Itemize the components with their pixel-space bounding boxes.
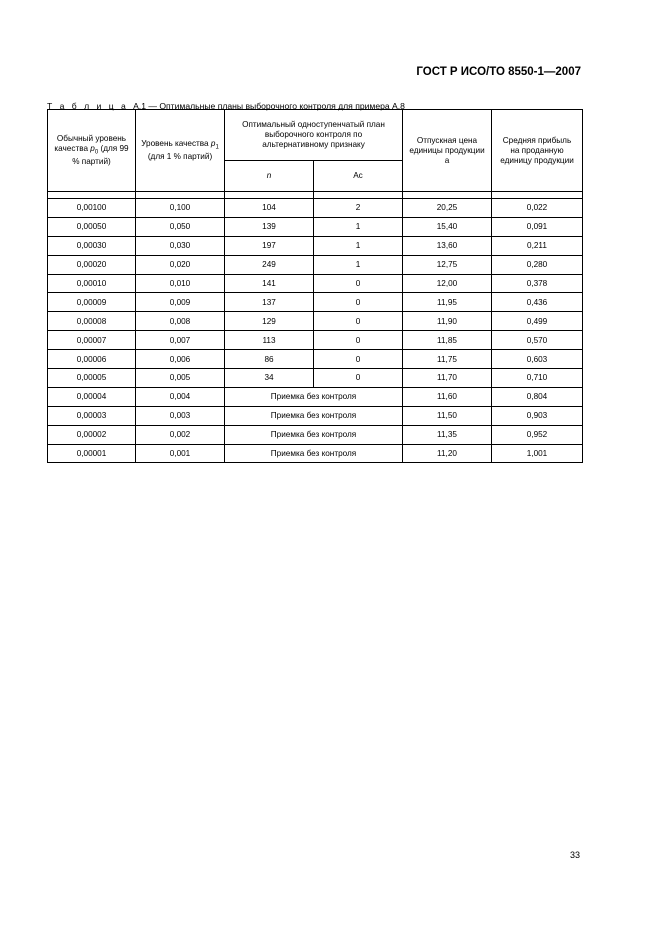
table-cell: 0,050: [136, 217, 225, 236]
table-row: [48, 255, 583, 274]
table-cell: 12,75: [403, 255, 492, 274]
page-number: 33: [570, 850, 581, 860]
table-cell: 20,25: [403, 199, 492, 218]
table-cell: 0,030: [136, 236, 225, 255]
table-cell: 0,00010: [48, 274, 136, 293]
table-cell: 2: [314, 199, 403, 218]
table-cell: 129: [225, 312, 314, 331]
table-row: [48, 312, 583, 331]
table-cell: 141: [225, 274, 314, 293]
table-cell: 0,280: [492, 255, 583, 274]
caption-text: А.1 — Оптимальные планы выборочного контроля для примера А.8: [133, 101, 405, 111]
table-cell: 137: [225, 293, 314, 312]
table-cell: 0,570: [492, 331, 583, 350]
quality-plans-table: [47, 109, 583, 463]
header-quality-level: Уровень качества $p_1$ (для 1 % партий): [136, 110, 225, 192]
table-cell: 0,008: [136, 312, 225, 331]
table-cell: 11,85: [403, 331, 492, 350]
table-cell: 0,00007: [48, 331, 136, 350]
table-cell: 0,00004: [48, 387, 136, 406]
table-cell: 0,100: [136, 199, 225, 218]
table-row-no-control: [48, 425, 583, 444]
table-cell: 11,50: [403, 406, 492, 425]
table-cell: 11,90: [403, 312, 492, 331]
table-row: [48, 236, 583, 255]
table-cell: 104: [225, 199, 314, 218]
table-cell: 0: [314, 312, 403, 331]
table-cell: 0,004: [136, 387, 225, 406]
table-cell: 0,007: [136, 331, 225, 350]
table-cell: 197: [225, 236, 314, 255]
table-cell: 0,00050: [48, 217, 136, 236]
table-cell: 113: [225, 331, 314, 350]
acceptance-without-control-cell: Приемка без контроля: [225, 406, 403, 425]
table-cell: 0,00002: [48, 425, 136, 444]
table-cell: 0,00009: [48, 293, 136, 312]
document-code: ГОСТ Р ИСО/ТО 8550-1—2007: [416, 66, 581, 78]
caption-prefix: Т а б л и ц а: [47, 101, 129, 111]
table-cell: 12,00: [403, 274, 492, 293]
table-cell: 0,003: [136, 406, 225, 425]
table-cell: 0,002: [136, 425, 225, 444]
table-cell: 0,436: [492, 293, 583, 312]
table-cell: 0: [314, 350, 403, 369]
table-cell: 0,378: [492, 274, 583, 293]
table-cell: 15,40: [403, 217, 492, 236]
table-cell: 0,00030: [48, 236, 136, 255]
table-row: [48, 274, 583, 293]
table-cell: 0,499: [492, 312, 583, 331]
header-optimal-plan: Оптимальный одноступенчатый план выборочного контроля по альтернативному признаку: [225, 110, 403, 161]
table-row: [48, 217, 583, 236]
table-cell: 1,001: [492, 444, 583, 463]
table-row: [48, 331, 583, 350]
table-cell: 13,60: [403, 236, 492, 255]
table-cell: 0,00001: [48, 444, 136, 463]
table-cell: 0,211: [492, 236, 583, 255]
table-cell: 34: [225, 369, 314, 388]
table-cell: 0,952: [492, 425, 583, 444]
table-cell: 0,020: [136, 255, 225, 274]
table-cell: 11,95: [403, 293, 492, 312]
table-cell: 0,00003: [48, 406, 136, 425]
header-n: n: [225, 161, 314, 192]
table-cell: 0: [314, 369, 403, 388]
table-row: [48, 199, 583, 218]
table-cell: 0,006: [136, 350, 225, 369]
table-row-no-control: [48, 406, 583, 425]
table-cell: 0: [314, 331, 403, 350]
table-cell: 0: [314, 293, 403, 312]
table-cell: 0,00008: [48, 312, 136, 331]
table-row-no-control: [48, 387, 583, 406]
table-cell: 1: [314, 236, 403, 255]
table-cell: 11,60: [403, 387, 492, 406]
spacer-row: [48, 192, 583, 199]
table-cell: 0,00100: [48, 199, 136, 218]
header-price: [403, 110, 492, 192]
table-cell: 0,804: [492, 387, 583, 406]
table-cell: 0,001: [136, 444, 225, 463]
header-profit: Средняя прибыль на проданную единицу продукции: [492, 110, 583, 192]
header-ac: Ac: [314, 161, 403, 192]
table-cell: 11,75: [403, 350, 492, 369]
table-cell: 139: [225, 217, 314, 236]
table-cell: 0,010: [136, 274, 225, 293]
table-cell: 0,00005: [48, 369, 136, 388]
table-cell: 0,603: [492, 350, 583, 369]
table-cell: 1: [314, 255, 403, 274]
header-usual-quality-level: Обычный уровень качества $p_0$ (для 99 % партий): [48, 110, 136, 192]
table-row: [48, 369, 583, 388]
table-cell: 0,005: [136, 369, 225, 388]
table-cell: 86: [225, 350, 314, 369]
table-cell: 11,70: [403, 369, 492, 388]
table-cell: 0,903: [492, 406, 583, 425]
table-cell: 11,35: [403, 425, 492, 444]
table-cell: 0,00020: [48, 255, 136, 274]
table-cell: 11,20: [403, 444, 492, 463]
table-cell: 0,00006: [48, 350, 136, 369]
table-cell: 249: [225, 255, 314, 274]
header-price-text: Отпускная цена единицы продукции a: [409, 135, 485, 165]
acceptance-without-control-cell: Приемка без контроля: [225, 444, 403, 463]
table-cell: 0,710: [492, 369, 583, 388]
table-row-no-control: [48, 444, 583, 463]
acceptance-without-control-cell: Приемка без контроля: [225, 387, 403, 406]
table-cell: 1: [314, 217, 403, 236]
table-cell: 0,009: [136, 293, 225, 312]
table-cell: 0,022: [492, 199, 583, 218]
table-cell: 0: [314, 274, 403, 293]
acceptance-without-control-cell: Приемка без контроля: [225, 425, 403, 444]
table-row: [48, 293, 583, 312]
table-cell: 0,091: [492, 217, 583, 236]
table-body: [48, 192, 583, 463]
table-row: [48, 350, 583, 369]
